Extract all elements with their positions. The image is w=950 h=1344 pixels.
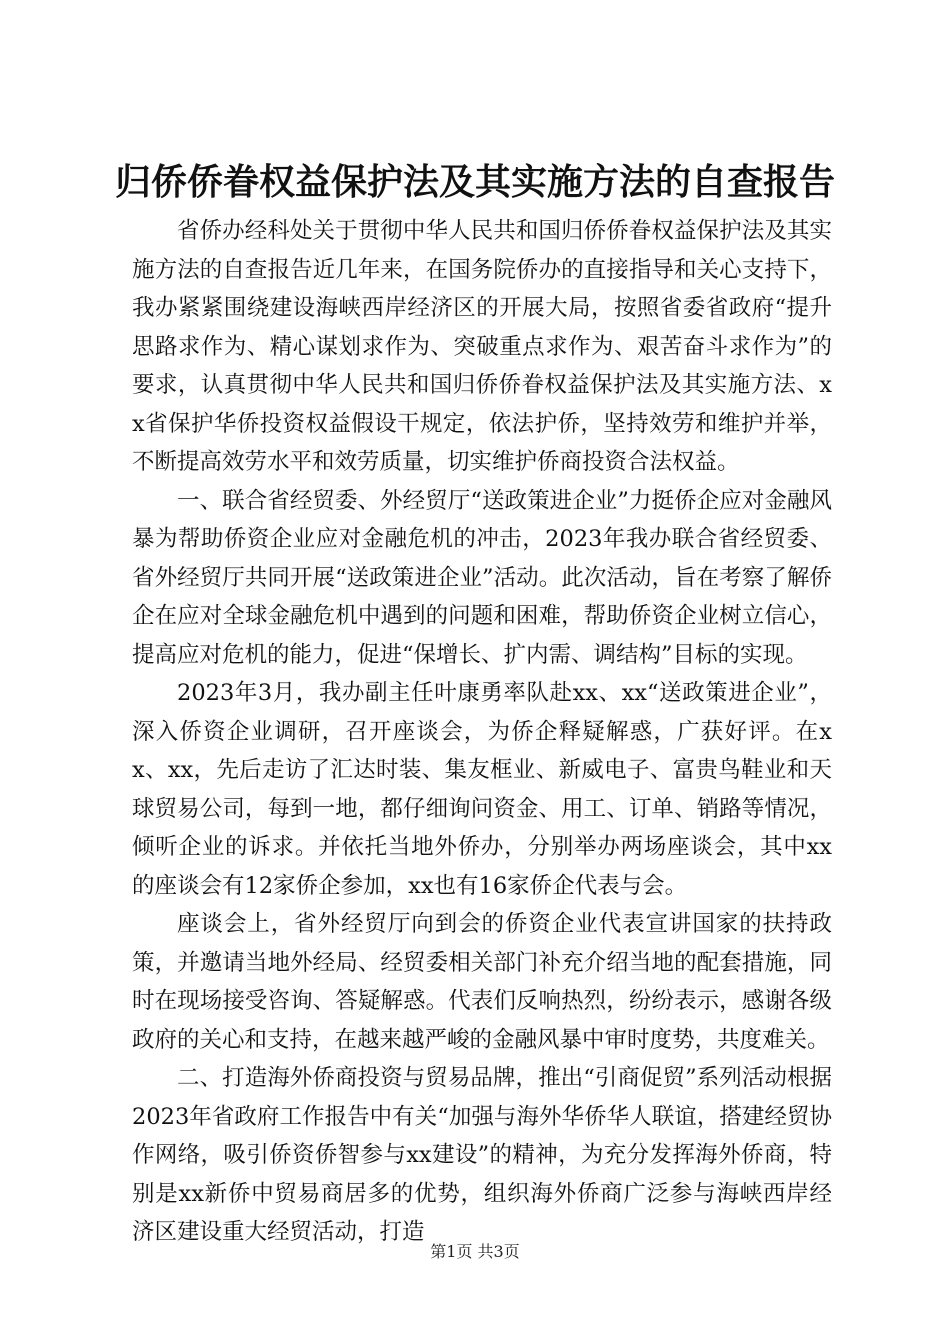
paragraph-section-2: 二、打造海外侨商投资与贸易品牌，推出“引商促贸”系列活动根据2023年省政府工作报告中有关“加强与海外华侨华人联谊，搭建经贸协作网络，吸引侨资侨智参与xx建设”的精神，为充分发挥海外侨商，特别是xx新侨中贸易商居多的优势，组织海外侨商广泛参与海峡西岸经济区建设重大经贸活动，打造 bbox=[132, 1065, 832, 1245]
document-title: 归侨侨眷权益保护法及其实施方法的自查报告 bbox=[114, 161, 835, 203]
paragraph-intro: 省侨办经科处关于贯彻中华人民共和国归侨侨眷权益保护法及其实施方法的自查报告近几年来，在国务院侨办的直接指导和关心支持下，我办紧紧围绕建设海峡西岸经济区的开展大局，按照省委省政府“提升思路求作为、精心谋划求作为、突破重点求作为、艰苦奋斗求作为”的要求，认真贯彻中华人民共和国归侨侨眷权益保护法及其实施方法、xx省保护华侨投资权益假设干规定，依法护侨，坚持效劳和维护并举，不断提高效劳水平和效劳质量，切实维护侨商投资合法权益。 bbox=[132, 218, 832, 475]
paragraph-march-visit: 2023年3月，我办副主任叶康勇率队赴xx、xx“送政策进企业”，深入侨资企业调研，召开座谈会，为侨企释疑解惑，广获好评。在xx、xx，先后走访了汇达时装、集友框业、新威电子、富贵鸟鞋业和天球贸易公司，每到一地，都仔细询问资金、用工、订单、销路等情况，倾听企业的诉求。并依托当地外侨办，分别举办两场座谈会，其中xx的座谈会有12家侨企参加，xx也有16家侨企代表与会。 bbox=[132, 680, 832, 899]
document-body bbox=[132, 212, 832, 1252]
paragraph-section-1: 一、联合省经贸委、外经贸厅“送政策进企业”力挺侨企应对金融风暴为帮助侨资企业应对金融危机的冲击，2023年我办联合省经贸委、省外经贸厅共同开展“送政策进企业”活动。此次活动，旨在考察了解侨企在应对全球金融危机中遇到的问题和困难，帮助侨资企业树立信心，提高应对危机的能力，促进“保增长、扩内需、调结构”目标的实现。 bbox=[132, 487, 832, 668]
page-number-footer: 第1页 共3页 bbox=[430, 1242, 520, 1261]
paragraph-symposium: 座谈会上，省外经贸厅向到会的侨资企业代表宣讲国家的扶持政策，并邀请当地外经局、经贸委相关部门补充介绍当地的配套措施，同时在现场接受咨询、答疑解惑。代表们反响热烈，纷纷表示，感谢各级政府的关心和支持，在越来越严峻的金融风暴中审时度势，共度难关。 bbox=[132, 911, 832, 1053]
